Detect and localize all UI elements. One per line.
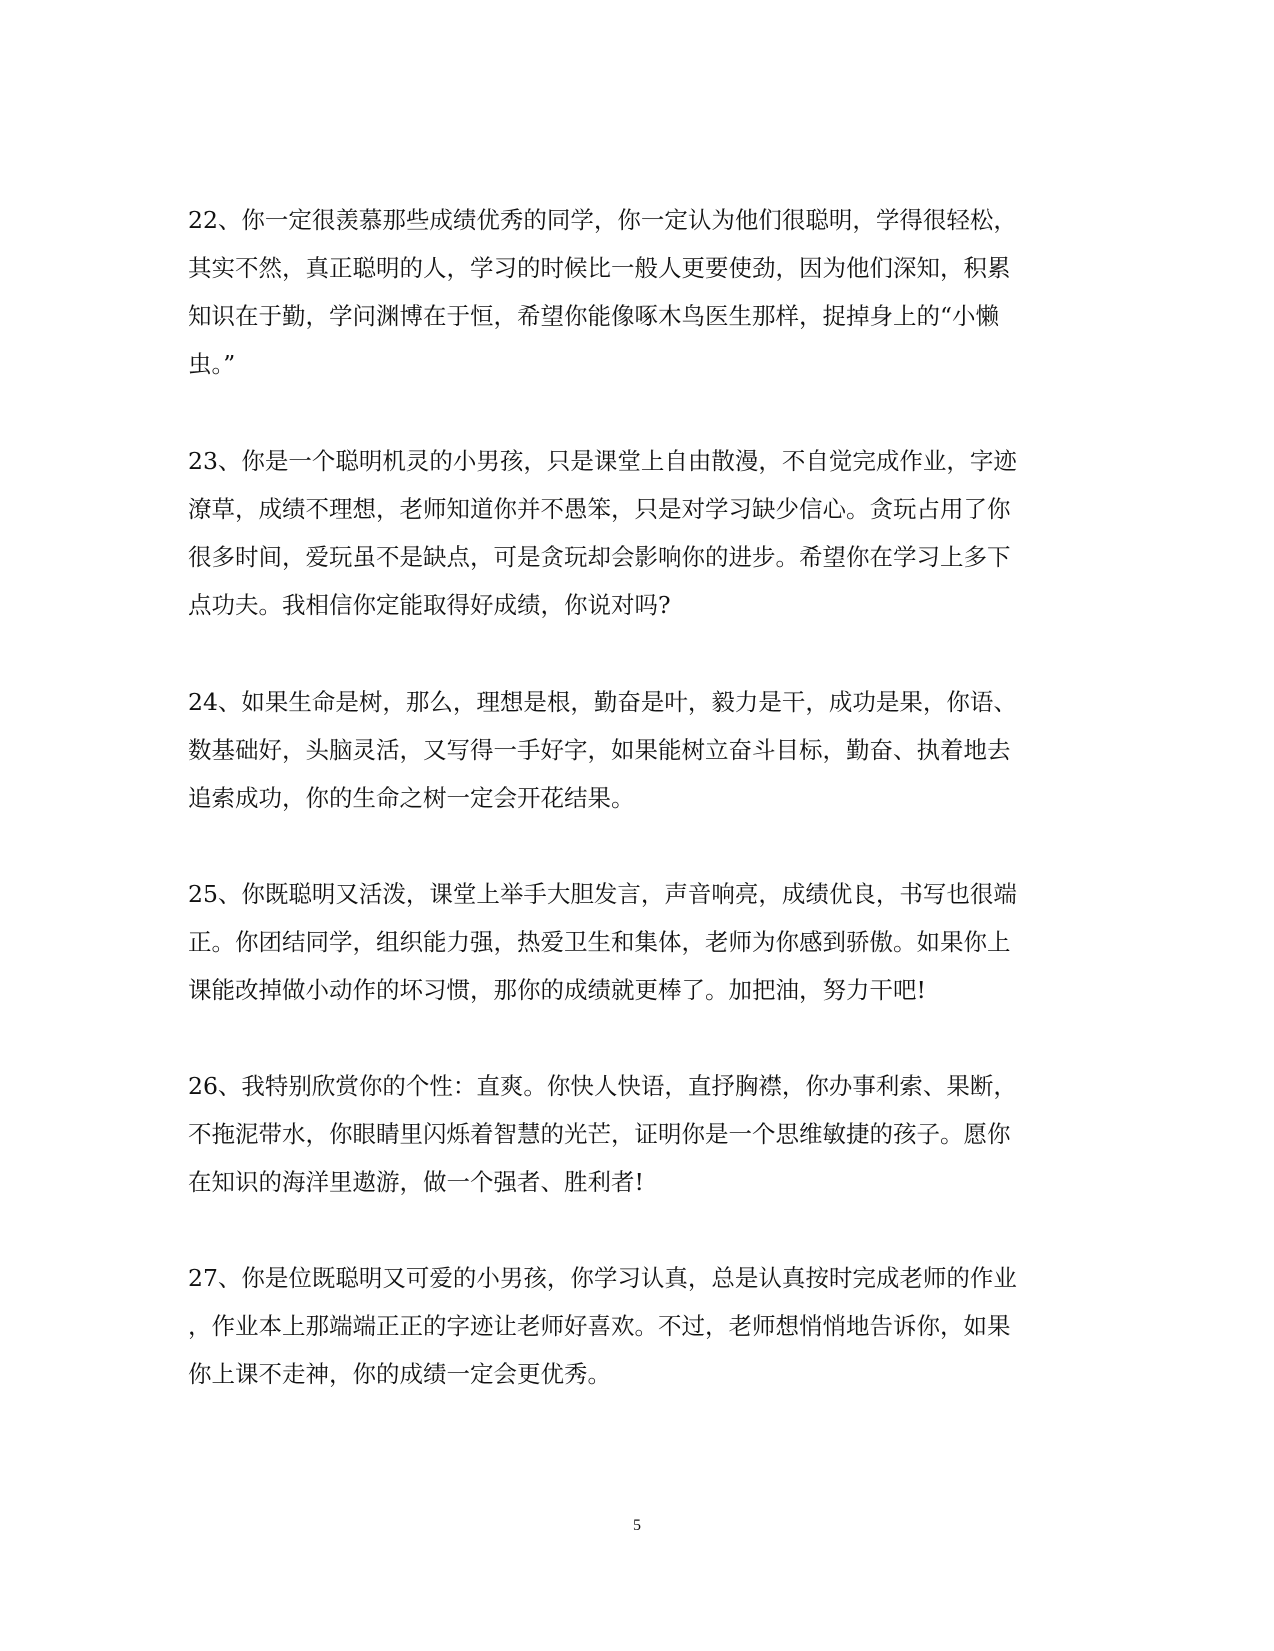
text-line: 22、你一定很羡慕那些成绩优秀的同学，你一定认为他们很聪明，学得很轻松， (188, 206, 1017, 234)
paragraph-26 (188, 1062, 1058, 1206)
paragraph-22 (188, 196, 1058, 388)
text-line: 点功夫。我相信你定能取得好成绩，你说对吗? (188, 591, 671, 619)
paragraph-25 (188, 870, 1058, 1014)
text-line: 不拖泥带水，你眼睛里闪烁着智慧的光芒，证明你是一个思维敏捷的孩子。愿你 (188, 1120, 1011, 1148)
text-line: 很多时间，爱玩虽不是缺点，可是贪玩却会影响你的进步。希望你在学习上多下 (188, 543, 1011, 571)
page-number: 5 (633, 1517, 641, 1534)
text-line: 正。你团结同学，组织能力强，热爱卫生和集体，老师为你感到骄傲。如果你上 (188, 928, 1011, 956)
text-line: 潦草，成绩不理想，老师知道你并不愚笨，只是对学习缺少信心。贪玩占用了你 (188, 495, 1011, 523)
text-line: 27、你是位既聪明又可爱的小男孩，你学习认真，总是认真按时完成老师的作业 (188, 1264, 1017, 1292)
text-line: 知识在于勤，学问渊博在于恒，希望你能像啄木鸟医生那样，捉掉身上的“小懒 (188, 302, 1000, 330)
text-line: 23、你是一个聪明机灵的小男孩，只是课堂上自由散漫，不自觉完成作业，字迹 (188, 447, 1017, 475)
text-line: 虫。” (188, 350, 236, 378)
paragraph-27 (188, 1254, 1058, 1398)
text-line: 24、如果生命是树，那么，理想是根，勤奋是叶，毅力是干，成功是果，你语、 (188, 688, 1017, 716)
text-line: 26、我特别欣赏你的个性：直爽。你快人快语，直抒胸襟，你办事利索、果断， (188, 1072, 1017, 1100)
text-line: 数基础好，头脑灵活，又写得一手好字，如果能树立奋斗目标，勤奋、执着地去 (188, 736, 1011, 764)
paragraph-23 (188, 437, 1058, 629)
text-line: 课能改掉做小动作的坏习惯，那你的成绩就更棒了。加把油，努力干吧! (188, 976, 926, 1004)
text-line: 你上课不走神，你的成绩一定会更优秀。 (188, 1360, 611, 1388)
text-line: 追索成功，你的生命之树一定会开花结果。 (188, 784, 635, 812)
paragraph-24 (188, 678, 1058, 822)
text-line: ，作业本上那端端正正的字迹让老师好喜欢。不过，老师想悄悄地告诉你，如果 (188, 1312, 1011, 1340)
text-line: 在知识的海洋里遨游，做一个强者、胜利者! (188, 1168, 644, 1196)
text-line: 其实不然，真正聪明的人，学习的时候比一般人更要使劲，因为他们深知，积累 (188, 254, 1011, 282)
text-line: 25、你既聪明又活泼，课堂上举手大胆发言，声音响亮，成绩优良，书写也很端 (188, 880, 1017, 908)
